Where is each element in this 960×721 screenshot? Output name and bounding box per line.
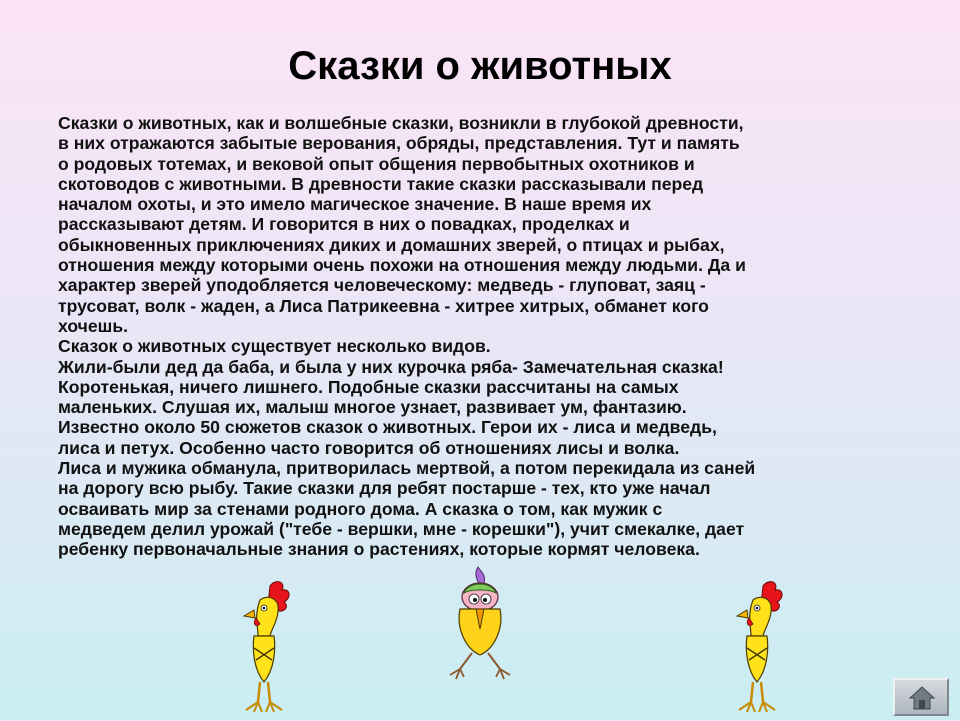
body-line: ребенку первоначальные знания о растениях, которые кормят человека. [58,539,700,560]
body-line: Известно около 50 сюжетов сказок о животных. Герои их - лиса и медведь, [58,417,717,438]
body-line: Жили-были дед да баба, и была у них курочка ряба- Замечательная сказка! [58,356,724,377]
body-line: медведем делил урожай ("тебе - вершки, мне - корешки"), учит смекалке, дает [58,518,745,539]
body-line: о родовых тотемах, и вековой опыт общения первобытных охотников и [58,153,695,174]
body-line: трусоват, волк - жаден, а Лиса Патрикеевна - хитрее хитрых, обманет кого [58,295,709,316]
body-line: в них отражаются забытые верования, обряды, представления. Тут и память [58,133,740,154]
body-line: Сказки о животных, как и волшебные сказки, возникли в глубокой древности, [58,113,744,133]
home-button[interactable] [893,678,949,716]
body-line: осваивать мир за стенами родного дома. А сказка о том, как мужик с [58,498,663,519]
body-line: Лиса и мужика обманула, притворилась мертвой, а потом перекидала из саней [58,458,756,479]
rooster-icon [224,578,304,716]
body-line: рассказывают детям. И говорится в них о повадках, проделках и [58,214,630,235]
body-line: отношения между которыми очень похожи на отношения между людьми. Да и [58,255,746,276]
slide-title: Сказки о животных [288,44,672,88]
body-text [58,113,918,560]
body-line: характер зверей уподобляется человеческому: медведь - глуповат, заяц - [58,275,706,296]
body-line: началом охоты, и это имело магическое значение. В наше время их [58,194,652,215]
body-line: маленьких. Слушая их, малыш многое узнает, развивает ум, фантазию. [58,397,687,418]
body-line: Коротенькая, ничего лишнего. Подобные сказки рассчитаны на самых [58,376,679,397]
body-line: лиса и петух. Особенно часто говорится об отношениях лисы и волка. [58,437,680,458]
body-line: Сказок о животных существует несколько видов. [58,336,491,357]
home-icon [908,685,936,711]
rooster-icon [717,578,797,716]
body-line: хочешь. [58,315,129,336]
body-line: на дорогу всю рыбу. Такие сказки для ребят постарше - тех, кто уже начал [58,478,711,499]
body-line: скотоводов с животными. В древности такие сказки рассказывали перед [58,173,704,194]
body-line: обыкновенных приключениях диких и домашних зверей, о птицах и рыбах, [58,234,725,255]
bird-icon [430,565,530,685]
